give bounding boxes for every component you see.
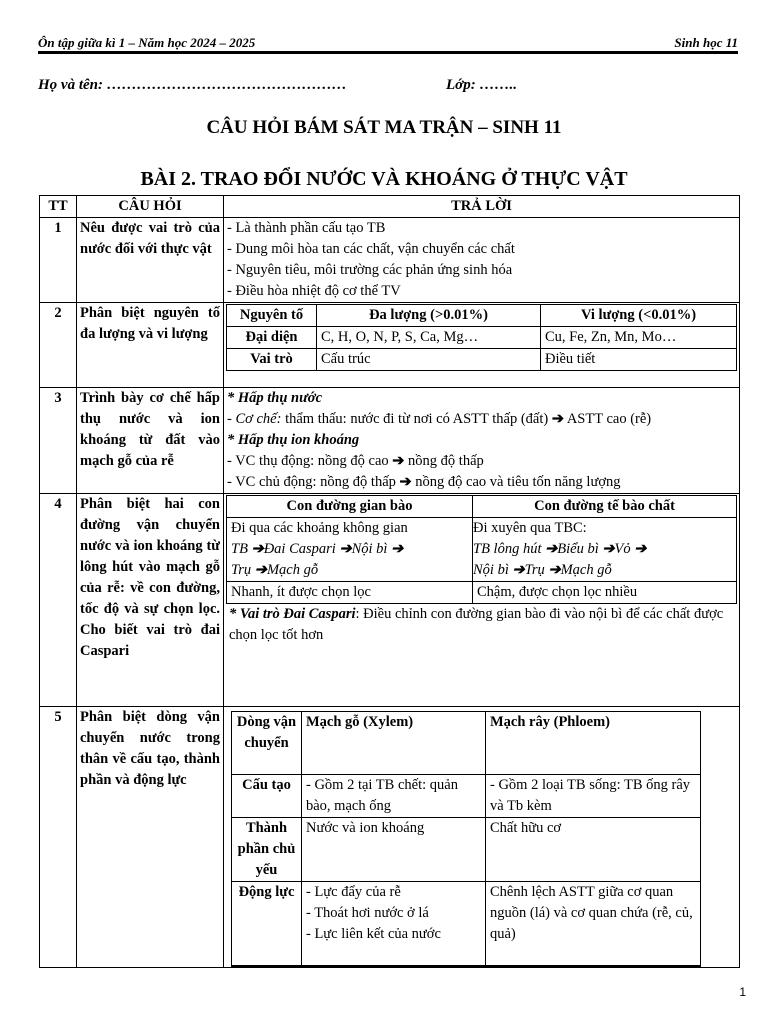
comparison-header: Nguyên tố — [227, 305, 317, 327]
answer-line: - Cơ chế: thẩm thấu: nước đi từ nơi có ASTT thấp (đất) ➔ ASTT cao (rễ) — [227, 411, 652, 427]
arrow-icon: ➔ — [399, 474, 412, 490]
student-class-field: Lớp: …….. — [446, 77, 517, 93]
transport-cell: - Lực đẩy của rễ - Thoát hơi nước ở lá - Lực liên kết của nước — [302, 882, 486, 966]
comparison-header: Vi lượng (<0.01%) — [541, 305, 737, 327]
arrow-icon: ➔ — [548, 562, 561, 578]
transport-label: Cấu tạo — [232, 775, 302, 818]
transport-label: Thành phần chủ yếu — [232, 818, 302, 882]
comparison-cell: Điều tiết — [541, 349, 737, 371]
subheading: * Hấp thụ ion khoáng — [227, 432, 360, 448]
pathway-header: Con đường gian bào — [227, 496, 473, 518]
subheading: * Hấp thụ nước — [227, 390, 323, 406]
arrow-icon: ➔ — [602, 541, 615, 557]
caspari-note: * Vai trò Đai Caspari: Điều chỉnh con đường gian bào đi vào nội bì để các chất được chọn lọc tốt hơn — [229, 606, 724, 643]
row-number: 1 — [40, 218, 77, 303]
transport-header: Mạch gỗ (Xylem) — [302, 712, 486, 775]
arrow-icon: ➔ — [391, 541, 404, 557]
comparison-label: Đại diện — [227, 327, 317, 349]
answer — [224, 218, 740, 303]
comparison-header: Đa lượng (>0.01%) — [317, 305, 541, 327]
table-header-row — [40, 196, 740, 218]
transport-cell: Chênh lệch ASTT giữa cơ quan nguồn (lá) và cơ quan chứa (rễ, củ, quả) — [486, 882, 701, 966]
arrow-icon: ➔ — [545, 541, 558, 557]
answer-line: - Nguyên tiêu, môi trường các phản ứng sinh hóa — [227, 262, 513, 278]
row-number: 4 — [40, 494, 77, 707]
symplast-speed: Chậm, được chọn lọc nhiều — [473, 582, 737, 604]
table-row — [40, 218, 740, 303]
header-left: Ôn tập giữa kì 1 – Năm học 2024 – 2025 — [38, 35, 256, 50]
comparison-label: Vai trò — [227, 349, 317, 371]
symplast-path: Đi xuyên qua TBC: TB lông hút ➔Biểu bì ➔Vỏ ➔ Nội bì ➔Trụ ➔Mạch gỗ — [473, 518, 737, 582]
answer-line: - VC chủ động: nồng độ thấp ➔ nồng độ cao và tiêu tốn năng lượng — [227, 474, 621, 490]
question: Trình bày cơ chế hấp thụ nước và ion khoáng từ đất vào mạch gỗ của rễ — [77, 388, 224, 494]
question: Phân biệt dòng vận chuyển nước trong thân về cấu tạo, thành phần và động lực — [77, 707, 224, 968]
page-header — [38, 35, 738, 51]
arrow-icon: ➔ — [634, 541, 647, 557]
transport-label: Động lực — [232, 882, 302, 966]
apoplast-speed: Nhanh, ít được chọn lọc — [227, 582, 473, 604]
page-number: 1 — [739, 985, 746, 999]
row-number: 2 — [40, 303, 77, 388]
transport-header: Mạch rây (Phloem) — [486, 712, 701, 775]
table-row — [40, 494, 740, 707]
student-info — [38, 77, 738, 94]
arrow-icon: ➔ — [251, 541, 264, 557]
arrow-icon: ➔ — [551, 411, 565, 427]
answer — [224, 303, 740, 388]
arrow-icon: ➔ — [392, 453, 405, 469]
pathway-header: Con đường tế bào chất — [473, 496, 737, 518]
comparison-cell: Cấu trúc — [317, 349, 541, 371]
apoplast-path: Đi qua các khoảng không gian TB ➔Đai Caspari ➔Nội bì ➔ Trụ ➔Mạch gỗ — [227, 518, 473, 582]
comparison-cell: C, H, O, N, P, S, Ca, Mg… — [317, 327, 541, 349]
answer — [224, 707, 740, 968]
qa-table — [39, 195, 740, 968]
question: Phân biệt hai con đường vận chuyển nước và ion khoáng từ lông hút vào mạch gỗ của rễ: về con đường, tốc độ và sự chọn lọc. Cho biết vai trò đai Caspari — [77, 494, 224, 707]
question: Phân biệt nguyên tố đa lượng và vi lượng — [77, 303, 224, 388]
element-comparison-table — [226, 304, 737, 371]
answer-line: - VC thụ động: nồng độ cao ➔ nồng độ thấp — [227, 453, 484, 469]
col-tt: TT — [40, 196, 77, 218]
answer — [224, 388, 740, 494]
student-name-field: Họ và tên: ………………………………………… — [38, 77, 347, 93]
document-title: CÂU HỎI BÁM SÁT MA TRẬN – SINH 11 — [206, 117, 562, 138]
transport-table — [231, 711, 701, 967]
transport-cell: - Gồm 2 loại TB sống: TB ống rây và Tb kèm — [486, 775, 701, 818]
transport-cell: Nước và ion khoáng — [302, 818, 486, 882]
transport-cell: - Gồm 2 tại TB chết: quản bào, mạch ống — [302, 775, 486, 818]
table-row — [40, 388, 740, 494]
question: Nêu được vai trò của nước đối với thực vật — [77, 218, 224, 303]
pathway-table — [226, 495, 737, 604]
header-right: Sinh học 11 — [674, 35, 738, 50]
lesson-title: BÀI 2. TRAO ĐỔI NƯỚC VÀ KHOÁNG Ở THỰC VẬT — [140, 168, 628, 190]
row-number: 5 — [40, 707, 77, 968]
transport-header: Dòng vận chuyển — [232, 712, 302, 775]
arrow-icon: ➔ — [254, 562, 267, 578]
answer-line: - Điều hòa nhiệt độ cơ thể TV — [227, 283, 401, 299]
comparison-cell: Cu, Fe, Zn, Mn, Mo… — [541, 327, 737, 349]
transport-cell: Chất hữu cơ — [486, 818, 701, 882]
col-question: CÂU HỎI — [77, 196, 224, 218]
table-row — [40, 707, 740, 968]
header-rule — [38, 51, 738, 54]
answer-line: - Dung môi hòa tan các chất, vận chuyển các chất — [227, 241, 515, 257]
answer-line: - Là thành phần cấu tạo TB — [227, 220, 386, 236]
table-row — [40, 303, 740, 388]
col-answer: TRẢ LỜI — [224, 196, 740, 218]
answer — [224, 494, 740, 707]
row-number: 3 — [40, 388, 77, 494]
arrow-icon: ➔ — [512, 562, 525, 578]
arrow-icon: ➔ — [339, 541, 352, 557]
